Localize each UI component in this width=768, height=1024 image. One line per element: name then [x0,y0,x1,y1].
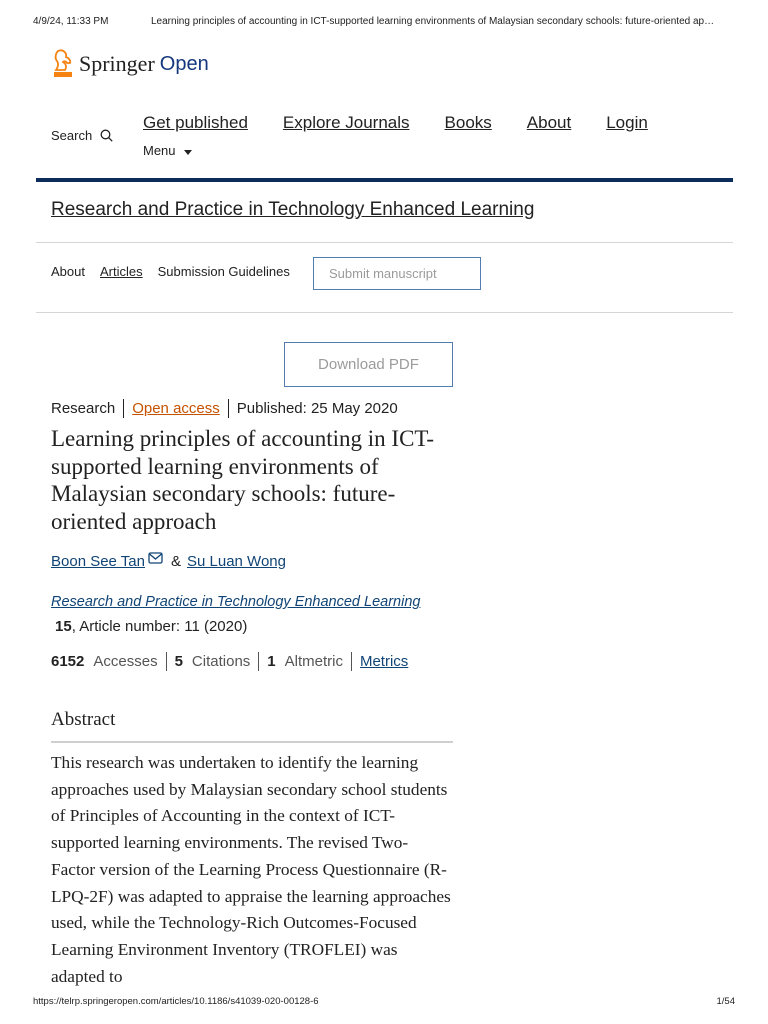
divider [36,312,733,313]
print-datetime: 4/9/24, 11:33 PM [33,16,109,27]
article-type: Research [51,400,116,417]
separator [166,652,167,671]
menu-label: Menu [143,143,176,158]
separator [228,399,229,418]
separator [123,399,124,418]
metrics-link[interactable]: Metrics [359,653,409,670]
separator [258,652,259,671]
journal-subnav [51,264,305,279]
article-metrics [51,652,408,671]
altmetric-count: 1 [267,653,276,670]
print-page-number: 1/54 [716,996,735,1007]
abstract-text: This research was undertaken to identify the learning approaches used by Malaysian secondary school students of Principles of Accounting in the context of ICT-supported learning environments. The revised Two-Factor version of the Learning Process Questionnaire (R-LPQ-2F) was adapted to appraise the learning approaches used, while the Technology-Rich Outcomes-Focused Learning Environment Inventory (TROFLEI) was adapted to [51,753,451,986]
journal-reference-link[interactable]: Research and Practice in Technology Enhanced Learning [51,594,421,610]
menu-button[interactable] [143,143,192,158]
search-label: Search [51,128,93,143]
springer-open-logo[interactable] [51,48,209,80]
open-access-link[interactable]: Open access [132,400,220,417]
nav-explore-journals[interactable]: Explore Journals [282,113,410,132]
nav-get-published[interactable]: Get published [143,113,248,132]
print-url: https://telrp.springeropen.com/articles/10.1186/s41039-020-00128-6 [33,996,319,1007]
article-meta [51,399,398,418]
article-title: Learning principles of accounting in ICT-supported learning environments of Malaysian secondary schools: future-oriented approach [51,426,435,534]
subnav-submission-guidelines[interactable]: Submission Guidelines [157,264,290,279]
logo-suffix: Open [159,52,209,75]
chevron-down-icon [184,150,192,155]
author-link-1[interactable]: Boon See Tan [51,553,145,570]
accesses-count: 6152 [51,653,85,670]
accesses-label: Accesses [93,653,158,670]
submit-manuscript-button[interactable]: Submit manuscript [313,257,481,290]
subnav-articles[interactable]: Articles [99,264,143,279]
springer-horse-icon [51,49,75,79]
print-page-title: Learning principles of accounting in ICT-supported learning environments of Malaysian secondary schools: future-oriented ap… [151,16,715,27]
article-number: , Article number: 11 (2020) [71,618,248,635]
published-date: Published: 25 May 2020 [236,400,398,417]
nav-books[interactable]: Books [444,113,492,132]
abstract-divider [51,741,453,743]
nav-login[interactable]: Login [606,113,648,132]
volume-number: 15 [55,618,72,635]
citations-count: 5 [174,653,183,670]
print-header [33,16,735,30]
volume-line [55,618,247,635]
divider [36,242,733,243]
email-icon[interactable] [148,552,163,564]
download-pdf-button[interactable]: Download PDF [284,342,453,387]
author-separator: & [170,553,181,570]
author-link-2[interactable]: Su Luan Wong [187,553,286,570]
search-button[interactable] [51,128,113,143]
main-nav [143,113,683,133]
abstract-heading: Abstract [51,709,116,730]
journal-title-link[interactable]: Research and Practice in Technology Enhanced Learning [51,199,535,220]
separator [351,652,352,671]
header-divider-bar [36,178,733,182]
nav-about[interactable]: About [526,113,572,132]
citations-label: Citations [191,653,251,670]
search-icon [100,129,113,142]
print-footer [33,996,735,1010]
author-list [51,553,286,570]
subnav-about[interactable]: About [51,264,85,279]
altmetric-label: Altmetric [284,653,343,670]
logo-wordmark: Springer [79,51,155,76]
